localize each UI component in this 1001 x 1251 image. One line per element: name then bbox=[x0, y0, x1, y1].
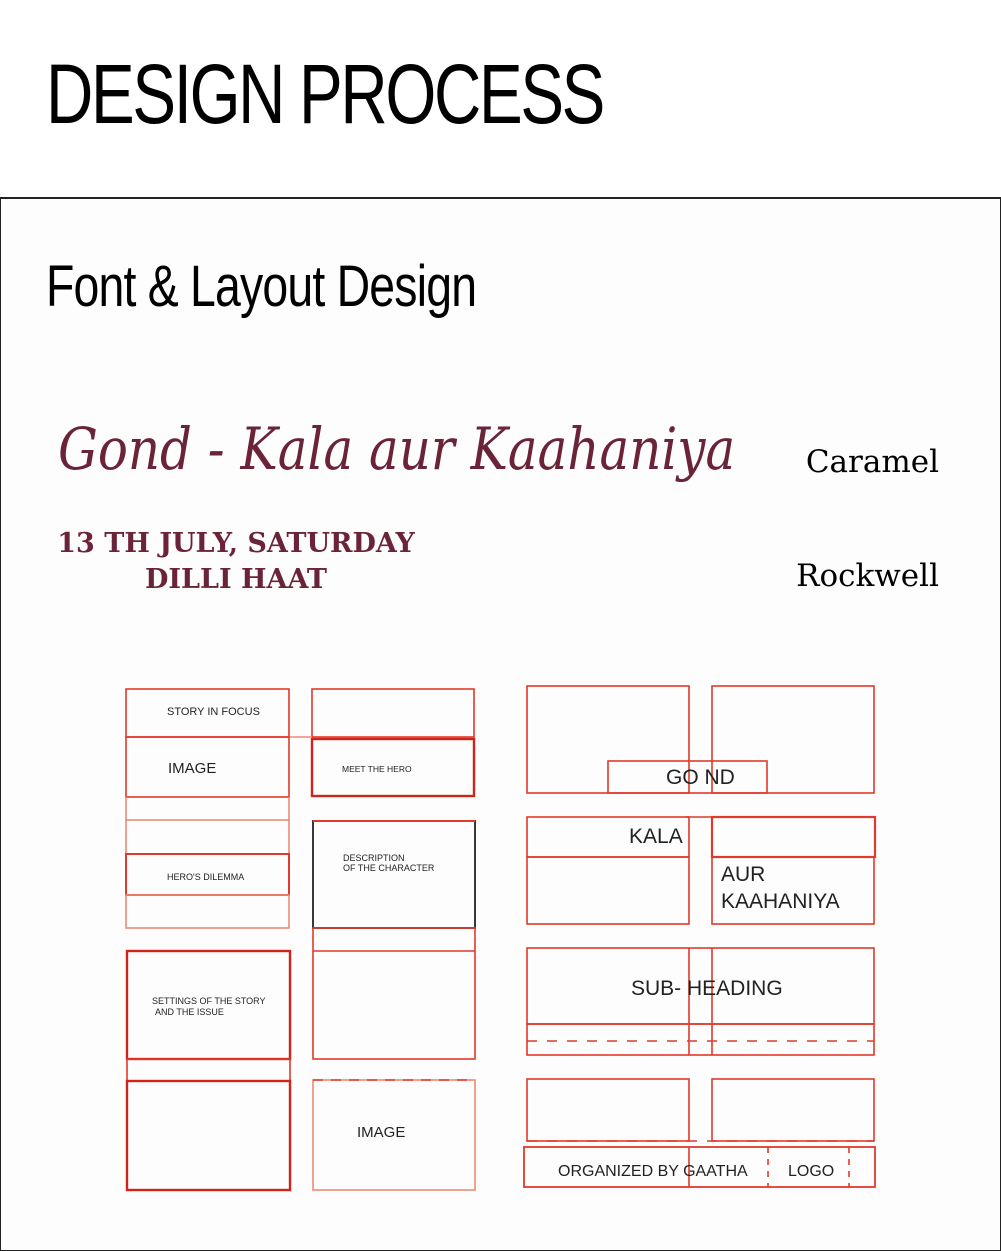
meet-the-hero-label: MEET THE HERO bbox=[342, 764, 412, 774]
organized-by-label: ORGANIZED BY GAATHA bbox=[558, 1163, 748, 1180]
below-dilemma-box bbox=[126, 895, 289, 928]
strip-box bbox=[127, 1059, 290, 1081]
heros-dilemma-label: HERO'S DILEMMA bbox=[167, 872, 245, 882]
body-font-name: Rockwell bbox=[796, 558, 939, 594]
kaahaniya-label: KAAHANIYA bbox=[721, 890, 840, 913]
date-line-1: 13 TH JULY, SATURDAY bbox=[57, 528, 415, 559]
subheading-strip bbox=[527, 1024, 874, 1055]
right-layout-sketch bbox=[524, 686, 875, 1187]
description-box bbox=[313, 821, 475, 928]
bottom-box-left bbox=[527, 1079, 689, 1141]
title-font-sample: Gond - Kala aur Kaahaniya bbox=[58, 415, 736, 483]
image-label-1: IMAGE bbox=[168, 760, 217, 777]
kala-label: KALA bbox=[629, 825, 683, 848]
logo-label: LOGO bbox=[788, 1163, 835, 1180]
aur-label: AUR bbox=[721, 863, 766, 886]
kala-row-right bbox=[712, 817, 875, 857]
bottom-left-box bbox=[127, 1081, 290, 1190]
image-label-2: IMAGE bbox=[357, 1124, 406, 1141]
story-in-focus-label: STORY IN FOCUS bbox=[167, 706, 260, 718]
setting-label-1: SETTINGS OF THE STORY bbox=[152, 996, 266, 1006]
small-box bbox=[126, 820, 289, 854]
description-label-1: DESCRIPTION bbox=[343, 853, 405, 863]
cover-box-right bbox=[712, 686, 874, 793]
setting-label-2: AND THE ISSUE bbox=[155, 1007, 224, 1017]
gond-label: GO ND bbox=[666, 766, 735, 789]
column-box bbox=[313, 928, 475, 1059]
description-label-2: OF THE CHARACTER bbox=[343, 863, 435, 873]
title-font-name: Caramel bbox=[805, 444, 939, 480]
page-title: DESIGN PROCESS bbox=[46, 47, 604, 141]
section-title: Font & Layout Design bbox=[46, 254, 477, 319]
top-right-box bbox=[312, 689, 474, 737]
bottom-box-right bbox=[712, 1079, 874, 1141]
date-line-2: DILLI HAAT bbox=[144, 564, 328, 595]
aur-box-left bbox=[527, 857, 689, 924]
subheading-label: SUB- HEADING bbox=[631, 977, 783, 1000]
